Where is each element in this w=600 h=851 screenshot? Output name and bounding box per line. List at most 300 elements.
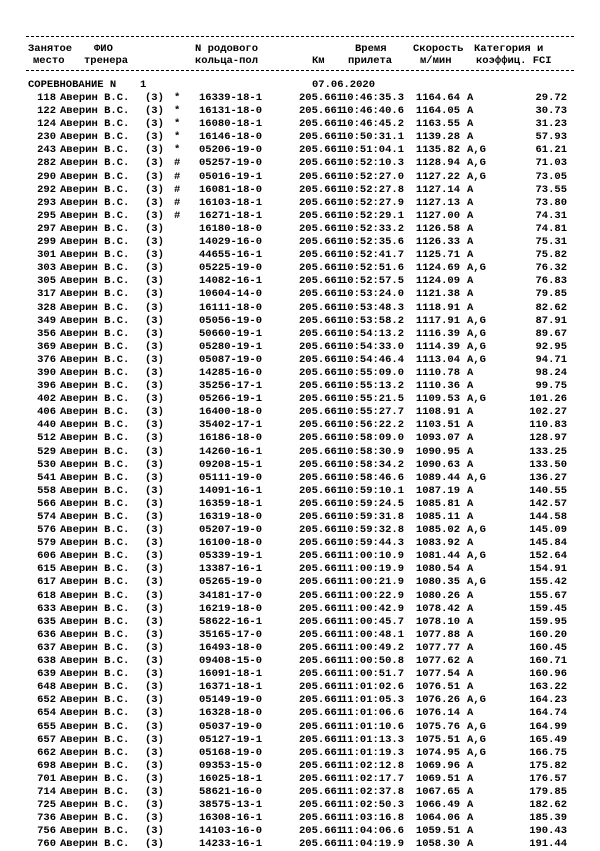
name-cell: Аверин В.С.	[60, 183, 130, 196]
fci-coefficient-cell: 159.95	[529, 615, 567, 628]
category-cell: A	[467, 825, 474, 838]
table-row	[0, 459, 600, 472]
table-row	[0, 393, 600, 406]
name-cell: Аверин В.С.	[60, 445, 130, 458]
name-cell: Аверин В.С.	[60, 511, 130, 523]
team-cell: (3)	[145, 353, 164, 366]
name-cell: Аверин В.С.	[60, 655, 130, 668]
table-row	[0, 406, 600, 419]
table-row	[0, 341, 600, 354]
ring-number-cell: 44655-16-1	[199, 249, 263, 262]
speed-cell: 1125.71	[415, 249, 460, 262]
fci-coefficient-cell: 145.84	[529, 537, 567, 550]
ring-number-cell: 16371-18-1	[199, 681, 263, 694]
arrival-time-cell: 10:58:09.0	[341, 432, 405, 445]
distance-cell: 205.661	[299, 366, 344, 379]
distance-cell: 205.661	[299, 746, 344, 759]
category-cell: A,G	[467, 170, 486, 183]
ring-number-cell: 58621-16-0	[199, 785, 263, 798]
table-row	[0, 92, 600, 105]
arrival-time-cell: 11:00:51.7	[341, 668, 405, 681]
speed-cell: 1127.14	[415, 183, 460, 196]
arrival-time-cell: 10:52:51.6	[341, 262, 405, 275]
table-row	[0, 825, 600, 838]
category-cell: A	[467, 537, 474, 550]
place-cell: 617	[37, 576, 56, 589]
ring-number-cell: 14091-16-1	[199, 484, 263, 497]
distance-cell: 205.661	[299, 550, 344, 563]
distance-cell: 205.661	[299, 131, 344, 144]
fci-coefficient-cell: 145.09	[529, 524, 567, 537]
ring-number-cell: 09208-15-1	[199, 458, 263, 471]
category-cell: A	[467, 681, 474, 694]
table-row	[0, 550, 600, 563]
name-cell: Аверин В.С.	[60, 249, 130, 262]
ring-number-cell: 34181-17-0	[199, 589, 263, 602]
place-cell: 530	[37, 458, 56, 471]
fci-coefficient-cell: 101.26	[529, 393, 567, 406]
ring-number-cell: 05266-19-1	[199, 393, 263, 406]
speed-cell: 1067.65	[415, 785, 460, 798]
ring-number-cell: 05111-19-0	[199, 471, 263, 484]
distance-cell: 205.661	[299, 419, 344, 432]
distance-cell: 205.661	[299, 655, 344, 668]
place-cell: 402	[37, 393, 56, 406]
distance-cell: 205.661	[299, 445, 344, 458]
place-cell: 652	[37, 694, 56, 707]
distance-cell: 205.661	[299, 196, 344, 209]
category-cell: A	[467, 275, 474, 288]
table-row	[0, 707, 600, 720]
table-row	[0, 734, 600, 747]
distance-cell: 205.661	[299, 393, 344, 406]
fci-coefficient-cell: 76.32	[535, 262, 567, 275]
speed-cell: 1118.91	[415, 301, 460, 314]
team-cell: (3)	[145, 301, 164, 314]
team-cell: (3)	[145, 144, 164, 157]
category-cell: A	[467, 759, 474, 772]
speed-cell: 1090.63	[415, 458, 460, 471]
team-cell: (3)	[145, 222, 164, 235]
team-cell: (3)	[145, 432, 164, 445]
category-cell: A	[467, 118, 474, 131]
speed-cell: 1109.53	[415, 393, 460, 406]
speed-cell: 1113.04	[415, 353, 460, 366]
fci-coefficient-cell: 75.82	[535, 249, 567, 262]
category-cell: A	[467, 785, 474, 798]
place-cell: 124	[37, 118, 56, 131]
category-cell: A,G	[467, 144, 486, 157]
table-row	[0, 302, 600, 315]
category-cell: A	[467, 668, 474, 681]
category-cell: A	[467, 301, 474, 314]
place-cell: 243	[37, 144, 56, 157]
speed-cell: 1080.54	[415, 563, 460, 576]
distance-cell: 205.661	[299, 209, 344, 222]
speed-cell: 1077.62	[415, 655, 460, 668]
team-cell: (3)	[145, 707, 164, 720]
fci-coefficient-cell: 29.72	[535, 92, 567, 104]
arrival-time-cell: 10:56:22.2	[341, 419, 405, 432]
fci-coefficient-cell: 166.75	[529, 746, 567, 759]
distance-cell: 205.661	[299, 301, 344, 314]
team-cell: (3)	[145, 419, 164, 432]
speed-cell: 1126.58	[415, 222, 460, 235]
distance-cell: 205.661	[299, 511, 344, 523]
place-cell: 698	[37, 759, 56, 772]
place-cell: 736	[37, 812, 56, 825]
speed-cell: 1110.36	[415, 380, 460, 393]
category-cell: A	[467, 799, 474, 812]
category-cell: A,G	[467, 694, 486, 707]
team-cell: (3)	[145, 563, 164, 576]
speed-cell: 1066.49	[415, 799, 460, 812]
team-cell: (3)	[145, 694, 164, 707]
fci-coefficient-cell: 79.85	[535, 288, 567, 301]
place-cell: 292	[37, 183, 56, 196]
name-cell: Аверин В.С.	[60, 471, 130, 484]
table-row	[0, 223, 600, 236]
place-cell: 636	[37, 628, 56, 641]
name-cell: Аверин В.С.	[60, 353, 130, 366]
ring-number-cell: 05016-19-1	[199, 170, 263, 183]
category-cell: A	[467, 105, 474, 118]
category-cell: A	[467, 419, 474, 432]
speed-cell: 1121.38	[415, 288, 460, 301]
arrival-time-cell: 10:59:24.5	[341, 497, 405, 510]
table-row	[0, 275, 600, 288]
fci-coefficient-cell: 133.25	[529, 445, 567, 458]
place-cell: 317	[37, 288, 56, 301]
fci-coefficient-cell: 92.95	[535, 340, 567, 353]
mark-cell: *	[174, 131, 181, 144]
category-cell: A	[467, 602, 474, 615]
category-cell: A	[467, 707, 474, 720]
team-cell: (3)	[145, 183, 164, 196]
col-trainer-title: тренера	[84, 55, 129, 67]
fci-coefficient-cell: 57.93	[535, 131, 567, 144]
name-cell: Аверин В.С.	[60, 432, 130, 445]
arrival-time-cell: 10:52:27.0	[341, 170, 405, 183]
table-row	[0, 157, 600, 170]
speed-cell: 1116.39	[415, 327, 460, 340]
ring-number-cell: 14260-16-1	[199, 445, 263, 458]
fci-coefficient-cell: 133.50	[529, 458, 567, 471]
arrival-time-cell: 11:00:48.1	[341, 628, 405, 641]
name-cell: Аверин В.С.	[60, 144, 130, 157]
speed-cell: 1076.14	[415, 707, 460, 720]
ring-number-cell: 09353-15-0	[199, 759, 263, 772]
fci-coefficient-cell: 98.24	[535, 366, 567, 379]
distance-cell: 205.661	[299, 353, 344, 366]
arrival-time-cell: 10:52:27.8	[341, 183, 405, 196]
category-cell: A	[467, 589, 474, 602]
fci-coefficient-cell: 76.83	[535, 275, 567, 288]
name-cell: Аверин В.С.	[60, 340, 130, 353]
distance-cell: 205.661	[299, 497, 344, 510]
distance-cell: 205.661	[299, 288, 344, 301]
name-cell: Аверин В.С.	[60, 576, 130, 589]
distance-cell: 205.661	[299, 432, 344, 445]
distance-cell: 205.661	[299, 484, 344, 497]
col-category-subtitle: коэффиц. FCI	[476, 55, 552, 67]
fci-coefficient-cell: 175.82	[529, 759, 567, 772]
place-cell: 662	[37, 746, 56, 759]
fci-coefficient-cell: 110.83	[529, 419, 567, 432]
place-cell: 349	[37, 314, 56, 327]
team-cell: (3)	[145, 275, 164, 288]
category-cell: A,G	[467, 576, 486, 589]
team-cell: (3)	[145, 105, 164, 118]
team-cell: (3)	[145, 288, 164, 301]
name-cell: Аверин В.С.	[60, 707, 130, 720]
name-cell: Аверин В.С.	[60, 406, 130, 419]
category-cell: A	[467, 445, 474, 458]
ring-number-cell: 16111-18-0	[199, 301, 263, 314]
fci-coefficient-cell: 73.55	[535, 183, 567, 196]
arrival-time-cell: 11:00:42.9	[341, 602, 405, 615]
distance-cell: 205.661	[299, 825, 344, 838]
team-cell: (3)	[145, 524, 164, 537]
team-cell: (3)	[145, 393, 164, 406]
name-cell: Аверин В.С.	[60, 170, 130, 183]
category-cell: A	[467, 458, 474, 471]
arrival-time-cell: 10:52:35.6	[341, 236, 405, 249]
team-cell: (3)	[145, 406, 164, 419]
ring-number-cell: 13387-16-1	[199, 563, 263, 576]
name-cell: Аверин В.С.	[60, 262, 130, 275]
speed-cell: 1083.92	[415, 537, 460, 550]
category-cell: A	[467, 406, 474, 419]
speed-cell: 1139.28	[415, 131, 460, 144]
category-cell: A,G	[467, 550, 486, 563]
fci-coefficient-cell: 160.71	[529, 655, 567, 668]
speed-cell: 1114.39	[415, 340, 460, 353]
table-row	[0, 328, 600, 341]
col-ring-subtitle: кольца-пол	[195, 55, 259, 67]
name-cell: Аверин В.С.	[60, 746, 130, 759]
team-cell: (3)	[145, 458, 164, 471]
fci-coefficient-cell: 191.44	[529, 838, 567, 851]
distance-cell: 205.661	[299, 772, 344, 785]
arrival-time-cell: 10:53:24.0	[341, 288, 405, 301]
table-row	[0, 197, 600, 210]
speed-cell: 1085.81	[415, 497, 460, 510]
competition-date: 07.06.2020	[312, 79, 376, 91]
speed-cell: 1110.78	[415, 366, 460, 379]
place-cell: 303	[37, 262, 56, 275]
speed-cell: 1080.35	[415, 576, 460, 589]
speed-cell: 1135.82	[415, 144, 460, 157]
place-cell: 328	[37, 301, 56, 314]
fci-coefficient-cell: 155.67	[529, 589, 567, 602]
fci-coefficient-cell: 152.64	[529, 550, 567, 563]
team-cell: (3)	[145, 733, 164, 746]
category-cell: A	[467, 655, 474, 668]
col-speed-subtitle: м/мин	[420, 55, 452, 67]
speed-cell: 1074.95	[415, 746, 460, 759]
name-cell: Аверин В.С.	[60, 419, 130, 432]
place-cell: 655	[37, 720, 56, 733]
place-cell: 406	[37, 406, 56, 419]
distance-cell: 205.661	[299, 249, 344, 262]
ring-number-cell: 16146-18-0	[199, 131, 263, 144]
table-row	[0, 681, 600, 694]
fci-coefficient-cell: 140.55	[529, 484, 567, 497]
mark-cell: *	[174, 144, 181, 157]
ring-number-cell: 16180-18-0	[199, 222, 263, 235]
speed-cell: 1164.64	[415, 92, 460, 104]
category-cell: A	[467, 196, 474, 209]
speed-cell: 1093.07	[415, 432, 460, 445]
fci-coefficient-cell: 99.75	[535, 380, 567, 393]
place-cell: 512	[37, 432, 56, 445]
distance-cell: 205.661	[299, 589, 344, 602]
speed-cell: 1064.06	[415, 812, 460, 825]
fci-coefficient-cell: 159.45	[529, 602, 567, 615]
fci-coefficient-cell: 164.99	[529, 720, 567, 733]
speed-cell: 1124.09	[415, 275, 460, 288]
table-row	[0, 144, 600, 157]
distance-cell: 205.661	[299, 641, 344, 654]
place-cell: 356	[37, 327, 56, 340]
arrival-time-cell: 10:59:31.8	[341, 511, 405, 523]
arrival-time-cell: 10:52:57.5	[341, 275, 405, 288]
ring-number-cell: 05339-19-1	[199, 550, 263, 563]
name-cell: Аверин В.С.	[60, 301, 130, 314]
arrival-time-cell: 11:00:49.2	[341, 641, 405, 654]
arrival-time-cell: 10:53:58.2	[341, 314, 405, 327]
table-row	[0, 262, 600, 275]
arrival-time-cell: 11:01:13.3	[341, 733, 405, 746]
place-cell: 714	[37, 785, 56, 798]
name-cell: Аверин В.С.	[60, 222, 130, 235]
team-cell: (3)	[145, 445, 164, 458]
team-cell: (3)	[145, 812, 164, 825]
table-row	[0, 773, 600, 786]
place-cell: 122	[37, 105, 56, 118]
table-row	[0, 131, 600, 144]
team-cell: (3)	[145, 209, 164, 222]
team-cell: (3)	[145, 668, 164, 681]
fci-coefficient-cell: 102.27	[529, 406, 567, 419]
place-cell: 606	[37, 550, 56, 563]
place-cell: 633	[37, 602, 56, 615]
distance-cell: 205.661	[299, 406, 344, 419]
name-cell: Аверин В.С.	[60, 314, 130, 327]
place-cell: 293	[37, 196, 56, 209]
arrival-time-cell: 10:55:21.5	[341, 393, 405, 406]
speed-cell: 1081.44	[415, 550, 460, 563]
place-cell: 576	[37, 524, 56, 537]
competition-number: 1	[140, 79, 147, 91]
name-cell: Аверин В.С.	[60, 694, 130, 707]
header-bottom-rule	[26, 70, 574, 71]
team-cell: (3)	[145, 511, 164, 523]
table-row	[0, 786, 600, 799]
team-cell: (3)	[145, 380, 164, 393]
category-cell: A	[467, 497, 474, 510]
name-cell: Аверин В.С.	[60, 550, 130, 563]
ring-number-cell: 05087-19-0	[199, 353, 263, 366]
arrival-time-cell: 10:52:29.1	[341, 209, 405, 222]
category-cell: A	[467, 563, 474, 576]
team-cell: (3)	[145, 550, 164, 563]
distance-cell: 205.661	[299, 694, 344, 707]
fci-coefficient-cell: 94.71	[535, 353, 567, 366]
fci-coefficient-cell: 179.85	[529, 785, 567, 798]
ring-number-cell: 05056-19-0	[199, 314, 263, 327]
place-cell: 396	[37, 380, 56, 393]
arrival-time-cell: 10:53:48.3	[341, 301, 405, 314]
distance-cell: 205.661	[299, 681, 344, 694]
ring-number-cell: 58622-16-1	[199, 615, 263, 628]
ring-number-cell: 14103-16-0	[199, 825, 263, 838]
ring-number-cell: 16080-18-1	[199, 118, 263, 131]
place-cell: 297	[37, 222, 56, 235]
category-cell: A,G	[467, 524, 486, 537]
team-cell: (3)	[145, 628, 164, 641]
team-cell: (3)	[145, 681, 164, 694]
ring-number-cell: 16131-18-0	[199, 105, 263, 118]
table-row	[0, 288, 600, 301]
fci-coefficient-cell: 164.23	[529, 694, 567, 707]
arrival-time-cell: 11:02:37.8	[341, 785, 405, 798]
distance-cell: 205.661	[299, 275, 344, 288]
name-cell: Аверин В.С.	[60, 589, 130, 602]
col-speed-title: Скорость	[413, 43, 464, 55]
speed-cell: 1076.26	[415, 694, 460, 707]
speed-cell: 1124.69	[415, 262, 460, 275]
category-cell: A	[467, 641, 474, 654]
speed-cell: 1075.76	[415, 720, 460, 733]
arrival-time-cell: 11:01:10.6	[341, 720, 405, 733]
table-row	[0, 603, 600, 616]
table-row	[0, 446, 600, 459]
name-cell: Аверин В.С.	[60, 602, 130, 615]
distance-cell: 205.661	[299, 262, 344, 275]
name-cell: Аверин В.С.	[60, 641, 130, 654]
team-cell: (3)	[145, 838, 164, 851]
place-cell: 558	[37, 484, 56, 497]
table-row	[0, 655, 600, 668]
fci-coefficient-cell: 164.74	[529, 707, 567, 720]
distance-cell: 205.661	[299, 105, 344, 118]
table-row	[0, 184, 600, 197]
table-row	[0, 668, 600, 681]
place-cell: 574	[37, 511, 56, 523]
distance-cell: 205.661	[299, 720, 344, 733]
category-cell: A,G	[467, 733, 486, 746]
team-cell: (3)	[145, 655, 164, 668]
speed-cell: 1085.02	[415, 524, 460, 537]
ring-number-cell: 16091-18-1	[199, 668, 263, 681]
team-cell: (3)	[145, 746, 164, 759]
fci-coefficient-cell: 74.31	[535, 209, 567, 222]
place-cell: 637	[37, 641, 56, 654]
results-table	[0, 92, 600, 851]
mark-cell: #	[174, 196, 181, 209]
table-row	[0, 629, 600, 642]
ring-number-cell: 05127-19-1	[199, 733, 263, 746]
arrival-time-cell: 11:01:05.3	[341, 694, 405, 707]
distance-cell: 205.661	[299, 222, 344, 235]
table-row	[0, 171, 600, 184]
distance-cell: 205.661	[299, 799, 344, 812]
arrival-time-cell: 11:04:19.9	[341, 838, 405, 851]
place-cell: 390	[37, 366, 56, 379]
team-cell: (3)	[145, 825, 164, 838]
